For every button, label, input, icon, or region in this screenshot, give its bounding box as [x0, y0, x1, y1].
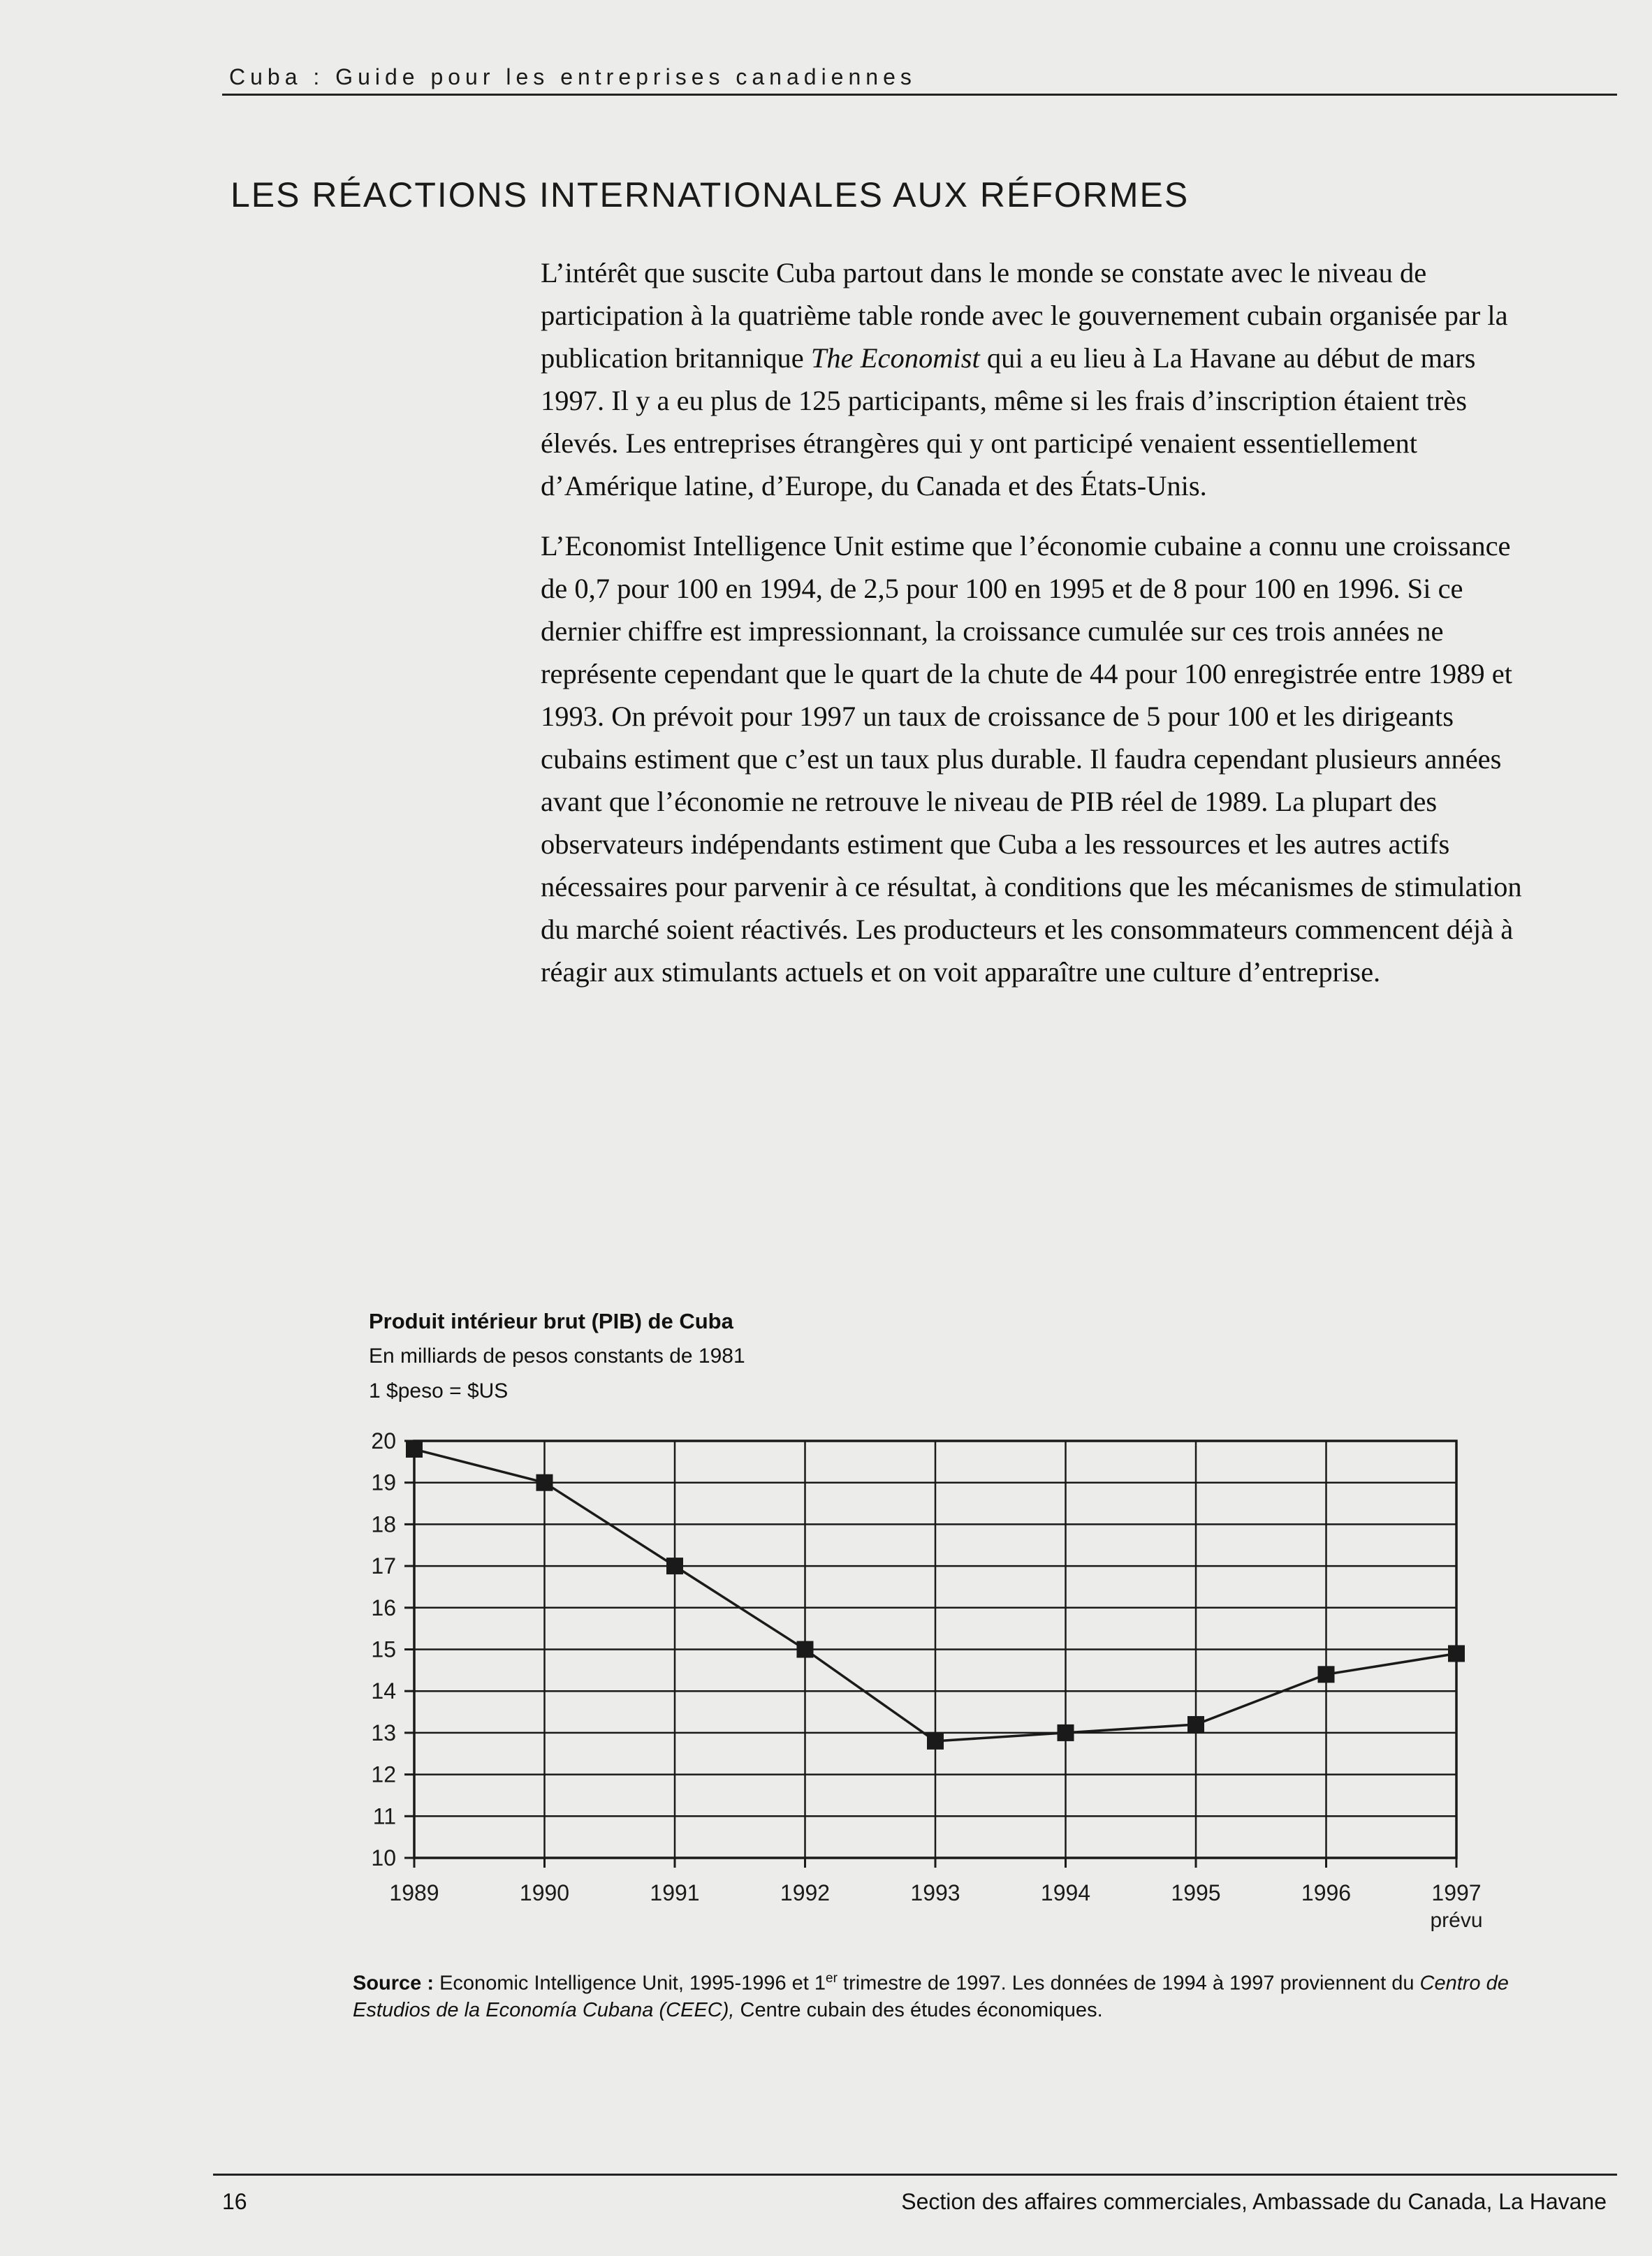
x-tick-label: 1995 — [1171, 1880, 1221, 1905]
paragraph-1-part-b: qui a eu lieu à La Havane au début de mars 1997. Il y a eu plus de 125 participants, même si les frais d’inscription étaient très élevés. Les entreprises étrangères qui y ont participé venaient essentiellement d’Amérique latine, d’Europe, du Canada et des États-Unis. — [541, 342, 1476, 501]
data-point — [797, 1641, 814, 1658]
chart-title: Produit intérieur brut (PIB) de Cuba — [369, 1309, 733, 1333]
x-tick-sublabel: prévu — [1430, 1909, 1483, 1932]
running-header: Cuba : Guide pour les entreprises canadiennes — [229, 64, 916, 89]
y-tick-label: 13 — [371, 1720, 396, 1745]
y-tick-label: 10 — [371, 1845, 396, 1870]
chart-grid — [414, 1441, 1456, 1858]
x-tick-label: 1994 — [1040, 1880, 1091, 1905]
y-tick-label: 14 — [371, 1678, 396, 1704]
x-tick-label: 1996 — [1301, 1880, 1352, 1905]
y-tick-label: 15 — [371, 1636, 396, 1662]
body-text — [541, 251, 1526, 1011]
x-tick-label: 1997 — [1431, 1880, 1482, 1905]
x-tick-label: 1993 — [910, 1880, 960, 1905]
y-tick-label: 20 — [371, 1428, 396, 1453]
x-tick-label: 1992 — [780, 1880, 831, 1905]
x-tick-labels — [389, 1880, 1482, 1932]
data-point — [1448, 1645, 1465, 1662]
data-point — [536, 1474, 553, 1491]
y-tick-label: 18 — [371, 1511, 396, 1537]
y-tick-label: 19 — [371, 1470, 396, 1495]
data-point — [927, 1733, 944, 1750]
paragraph-1 — [541, 251, 1526, 507]
y-tick-label: 12 — [371, 1761, 396, 1787]
data-point — [1058, 1724, 1074, 1741]
chart-markers — [406, 1441, 1465, 1750]
chart-source — [353, 1965, 1554, 2023]
plot-frame — [414, 1441, 1456, 1858]
data-point — [406, 1441, 423, 1458]
x-tick-label: 1991 — [650, 1880, 700, 1905]
data-point — [666, 1558, 683, 1574]
footer-rule — [213, 2174, 1617, 2176]
chart-axes — [404, 1441, 1456, 1868]
publication-name: The Economist — [810, 342, 980, 374]
y-tick-labels — [371, 1428, 396, 1870]
chart-series — [414, 1449, 1456, 1741]
x-tick-label: 1990 — [519, 1880, 570, 1905]
y-tick-label: 16 — [371, 1595, 396, 1620]
source-text-c: Centre cubain des études économiques. — [734, 1998, 1103, 2021]
header-rule — [222, 94, 1617, 96]
data-point — [1187, 1716, 1204, 1733]
source-text-a: Economic Intelligence Unit, 1995-1996 et 1 — [434, 1972, 826, 1995]
section-heading: LES RÉACTIONS INTERNATIONALES AUX RÉFORMES — [231, 175, 1190, 214]
y-tick-label: 17 — [371, 1553, 396, 1579]
source-label: Source : — [353, 1972, 434, 1995]
page-number: 16 — [222, 2189, 247, 2214]
source-organization: Centro de Estudios de la Economía Cubana (CEEC), — [353, 1972, 1509, 2021]
data-point — [1318, 1666, 1335, 1683]
chart-subtitle: En milliards de pesos constants de 1981 — [369, 1345, 745, 1368]
x-tick-label: 1989 — [389, 1880, 439, 1905]
y-tick-label: 11 — [372, 1803, 396, 1829]
paragraph-1-part-a: L’intérêt que suscite Cuba partout dans le monde se constate avec le niveau de participation à la quatrième table ronde avec le gouvernement cubain organisée par la publication britannique — [541, 257, 1508, 374]
series-line — [414, 1449, 1456, 1741]
source-text-b: trimestre de 1997. Les données de 1994 à 1997 proviennent du — [837, 1972, 1420, 1995]
paragraph-2: L’Economist Intelligence Unit estime que l’économie cubaine a connu une croissance de 0,7 pour 100 en 1994, de 2,5 pour 100 en 1995 et de 8 pour 100 en 1996. Si ce dernier chiffre est impressionnant, la croissance cumulée sur ces trois années ne représente cependant que le quart de la chute de 44 pour 100 enregistrée entre 1989 et 1993. On prévoit pour 1997 un taux de croissance de 5 pour 100 et les dirigeants cubains estiment que c’est un taux plus durable. Il faudra cependant plusieurs années avant que l’économie ne retrouve le niveau de PIB réel de 1989. La plupart des observateurs indépendants estiment que Cuba a les ressources et les autres actifs nécessaires pour parvenir à ce résultat, à conditions que les mécanismes de stimulation du marché soient réactivés. Les producteurs et les consommateurs commencent déjà à réagir aux stimulants actuels et on voit apparaître une culture d’entreprise. — [541, 530, 1522, 988]
chart-note: 1 $peso = $US — [369, 1379, 509, 1402]
footer-text: Section des affaires commerciales, Ambassade du Canada, La Havane — [901, 2189, 1607, 2214]
source-superscript: er — [826, 1971, 838, 1986]
